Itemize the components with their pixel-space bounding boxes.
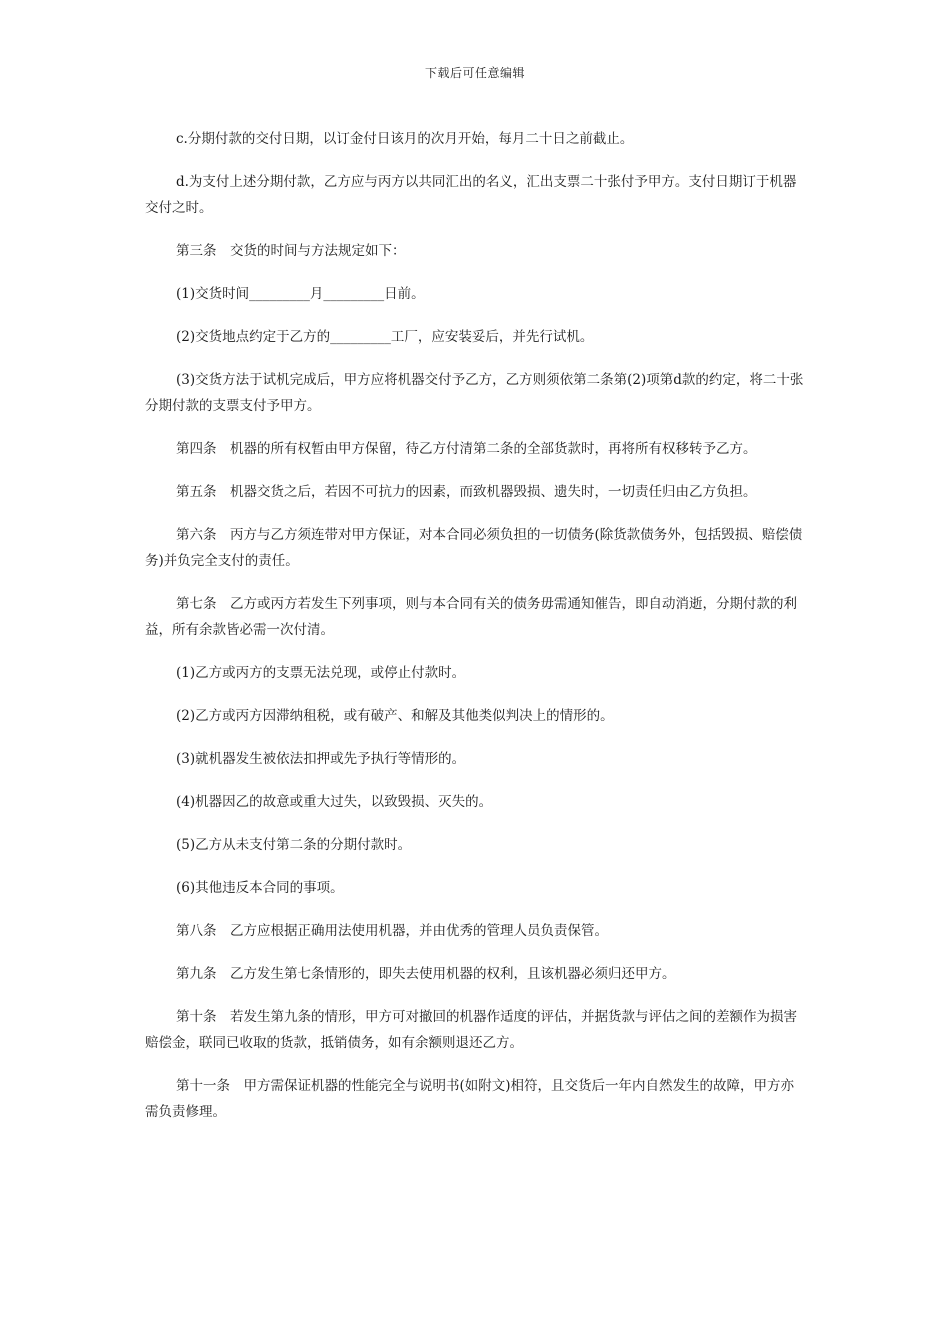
article-paragraph: 第五条 机器交货之后，若因不可抗力的因素，而致机器毁损、遗失时，一切责任归由乙方负担。 <box>176 484 757 500</box>
list-item: (2)交货地点约定于乙方的_________工厂，应安装妥后，并先行试机。 <box>176 329 594 345</box>
list-item: (1)乙方或丙方的支票无法兑现，或停止付款时。 <box>176 665 466 681</box>
list-item: (6)其他违反本合同的事项。 <box>176 880 344 896</box>
document-body <box>145 126 805 1142</box>
list-item: (3)就机器发生被依法扣押或先予执行等情形的。 <box>176 751 466 767</box>
article-paragraph: 第七条 乙方或丙方若发生下列事项，则与本合同有关的债务毋需通知催告，即自动消逝，分期付款的利益，所有余款皆必需一次付清。 <box>145 596 797 638</box>
list-item: (3)交货方法于试机完成后，甲方应将机器交付予乙方，乙方则须依第二条第(2)项第d款的约定，将二十张分期付款的支票支付予甲方。 <box>145 372 804 414</box>
article-paragraph: 第九条 乙方发生第七条情形的，即失去使用机器的权利，且该机器必须归还甲方。 <box>176 966 676 982</box>
paragraph: c.分期付款的交付日期，以订金付日该月的次月开始，每月二十日之前截止。 <box>176 131 634 147</box>
article-heading: 第三条 交货的时间与方法规定如下： <box>176 243 406 259</box>
article-paragraph: 第八条 乙方应根据正确用法使用机器，并由优秀的管理人员负责保管。 <box>176 923 608 939</box>
article-paragraph: 第十条 若发生第九条的情形，甲方可对撤回的机器作适度的评估，并据货款与评估之间的差额作为损害赔偿金，联同已收取的货款，抵销债务，如有余额则退还乙方。 <box>145 1009 797 1051</box>
list-item: (2)乙方或丙方因滞纳租税，或有破产、和解及其他类似判决上的情形的。 <box>176 708 614 724</box>
list-item: (5)乙方从未支付第二条的分期付款时。 <box>176 837 412 853</box>
list-item: (4)机器因乙的故意或重大过失，以致毁损、灭失的。 <box>176 794 493 810</box>
article-paragraph: 第十一条 甲方需保证机器的性能完全与说明书(如附文)相符，且交货后一年内自然发生的故障，甲方亦需负责修理。 <box>145 1078 795 1120</box>
paragraph: d.为支付上述分期付款，乙方应与丙方以共同汇出的名义，汇出支票二十张付予甲方。支付日期订于机器交付之时。 <box>145 174 797 216</box>
page-header: 下载后可任意编辑 <box>424 66 525 80</box>
article-paragraph: 第四条 机器的所有权暂由甲方保留，待乙方付清第二条的全部货款时，再将所有权移转予乙方。 <box>176 441 757 457</box>
list-item: (1)交货时间_________月_________日前。 <box>176 286 425 302</box>
article-paragraph: 第六条 丙方与乙方须连带对甲方保证，对本合同必须负担的一切债务(除货款债务外，包括毁损、赔偿债务)并负完全支付的责任。 <box>145 527 803 569</box>
